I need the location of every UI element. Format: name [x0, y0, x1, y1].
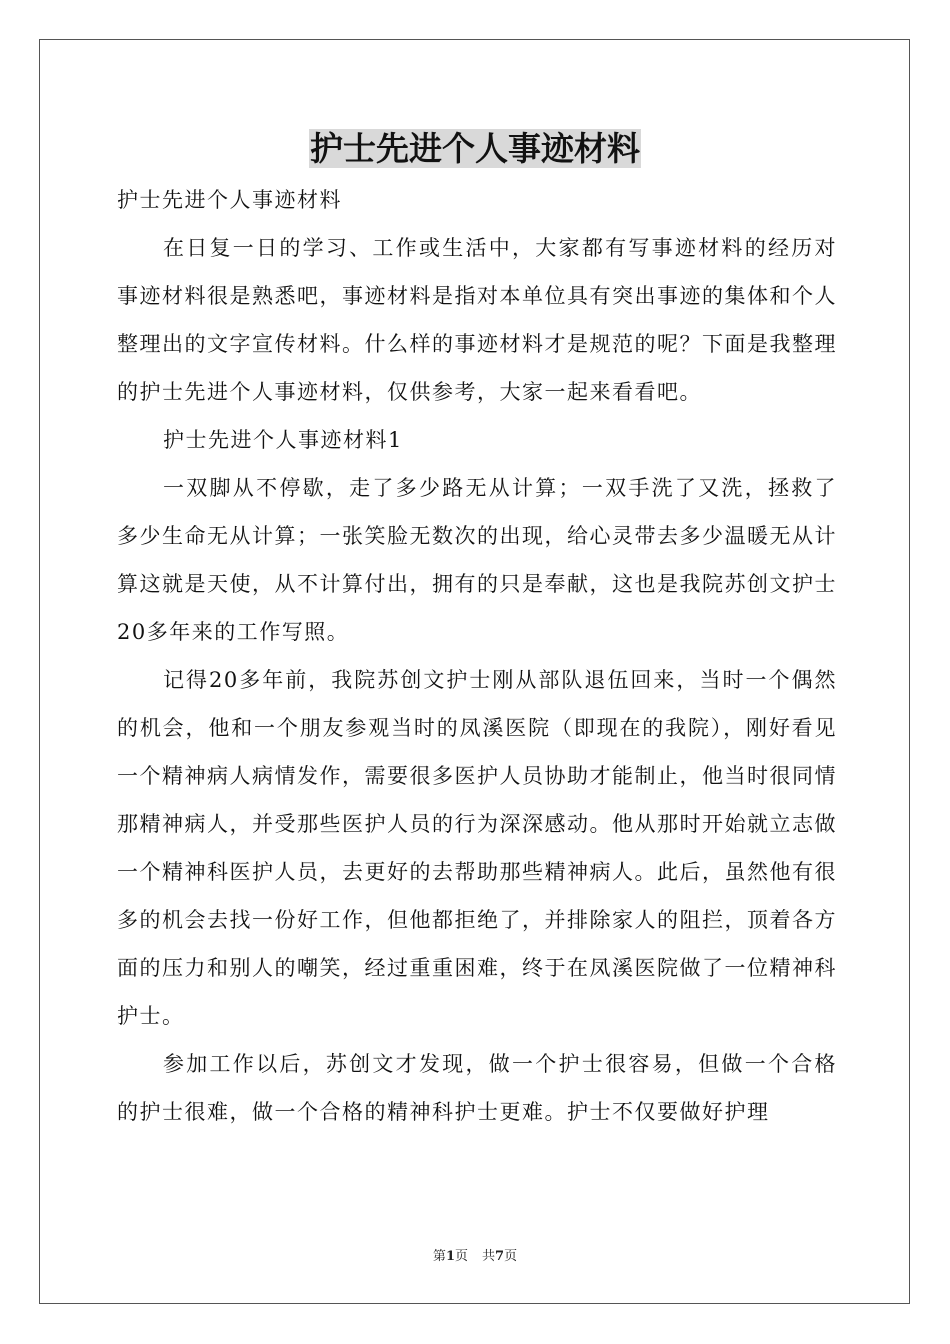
- footer-page-current: 1: [445, 1249, 455, 1264]
- document-title: [0, 127, 950, 171]
- footer-total-unit: 页: [504, 1249, 518, 1264]
- document-body: [117, 176, 837, 1136]
- footer-total-prefix: 共: [482, 1249, 496, 1264]
- paragraph-3: 参加工作以后，苏创文才发现，做一个护士很容易，但做一个合格的护士很难，做一个合格的精神科护士更难。护士不仅要做好护理: [117, 1052, 837, 1124]
- footer-page-unit: 页: [454, 1249, 468, 1264]
- footer-page-total: 7: [495, 1249, 505, 1264]
- paragraph-1: 一双脚从不停歇，走了多少路无从计算；一双手洗了又洗，拯救了多少生命无从计算；一张笑脸无数次的出现，给心灵带去多少温暖无从计算这就是天使，从不计算付出，拥有的只是奉献，这也是我院苏创文护士20多年来的工作写照。: [117, 476, 837, 644]
- section-heading: 护士先进个人事迹材料1: [163, 428, 403, 452]
- page-footer: [0, 1248, 950, 1266]
- paragraph-2: 记得20多年前，我院苏创文护士刚从部队退伍回来，当时一个偶然的机会，他和一个朋友参观当时的凤溪医院（即现在的我院），刚好看见一个精神病人病情发作，需要很多医护人员协助才能制止，他当时很同情那精神病人，并受那些医护人员的行为深深感动。他从那时开始就立志做一个精神科医护人员，去更好的去帮助那些精神病人。此后，虽然他有很多的机会去找一份好工作，但他都拒绝了，并排除家人的阻拦，顶着各方面的压力和别人的嘲笑，经过重重困难，终于在凤溪医院做了一位精神科护士。: [117, 668, 837, 1028]
- paragraph-intro: 在日复一日的学习、工作或生活中，大家都有写事迹材料的经历对事迹材料很是熟悉吧，事迹材料是指对本单位具有突出事迹的集体和个人整理出的文字宣传材料。什么样的事迹材料才是规范的呢？下面是我整理的护士先进个人事迹材料，仅供参考，大家一起来看看吧。: [117, 236, 837, 404]
- document-subtitle: 护士先进个人事迹材料: [117, 188, 342, 212]
- footer-page-prefix: 第: [432, 1249, 446, 1264]
- document-title-text: 护士先进个人事迹材料: [310, 129, 640, 168]
